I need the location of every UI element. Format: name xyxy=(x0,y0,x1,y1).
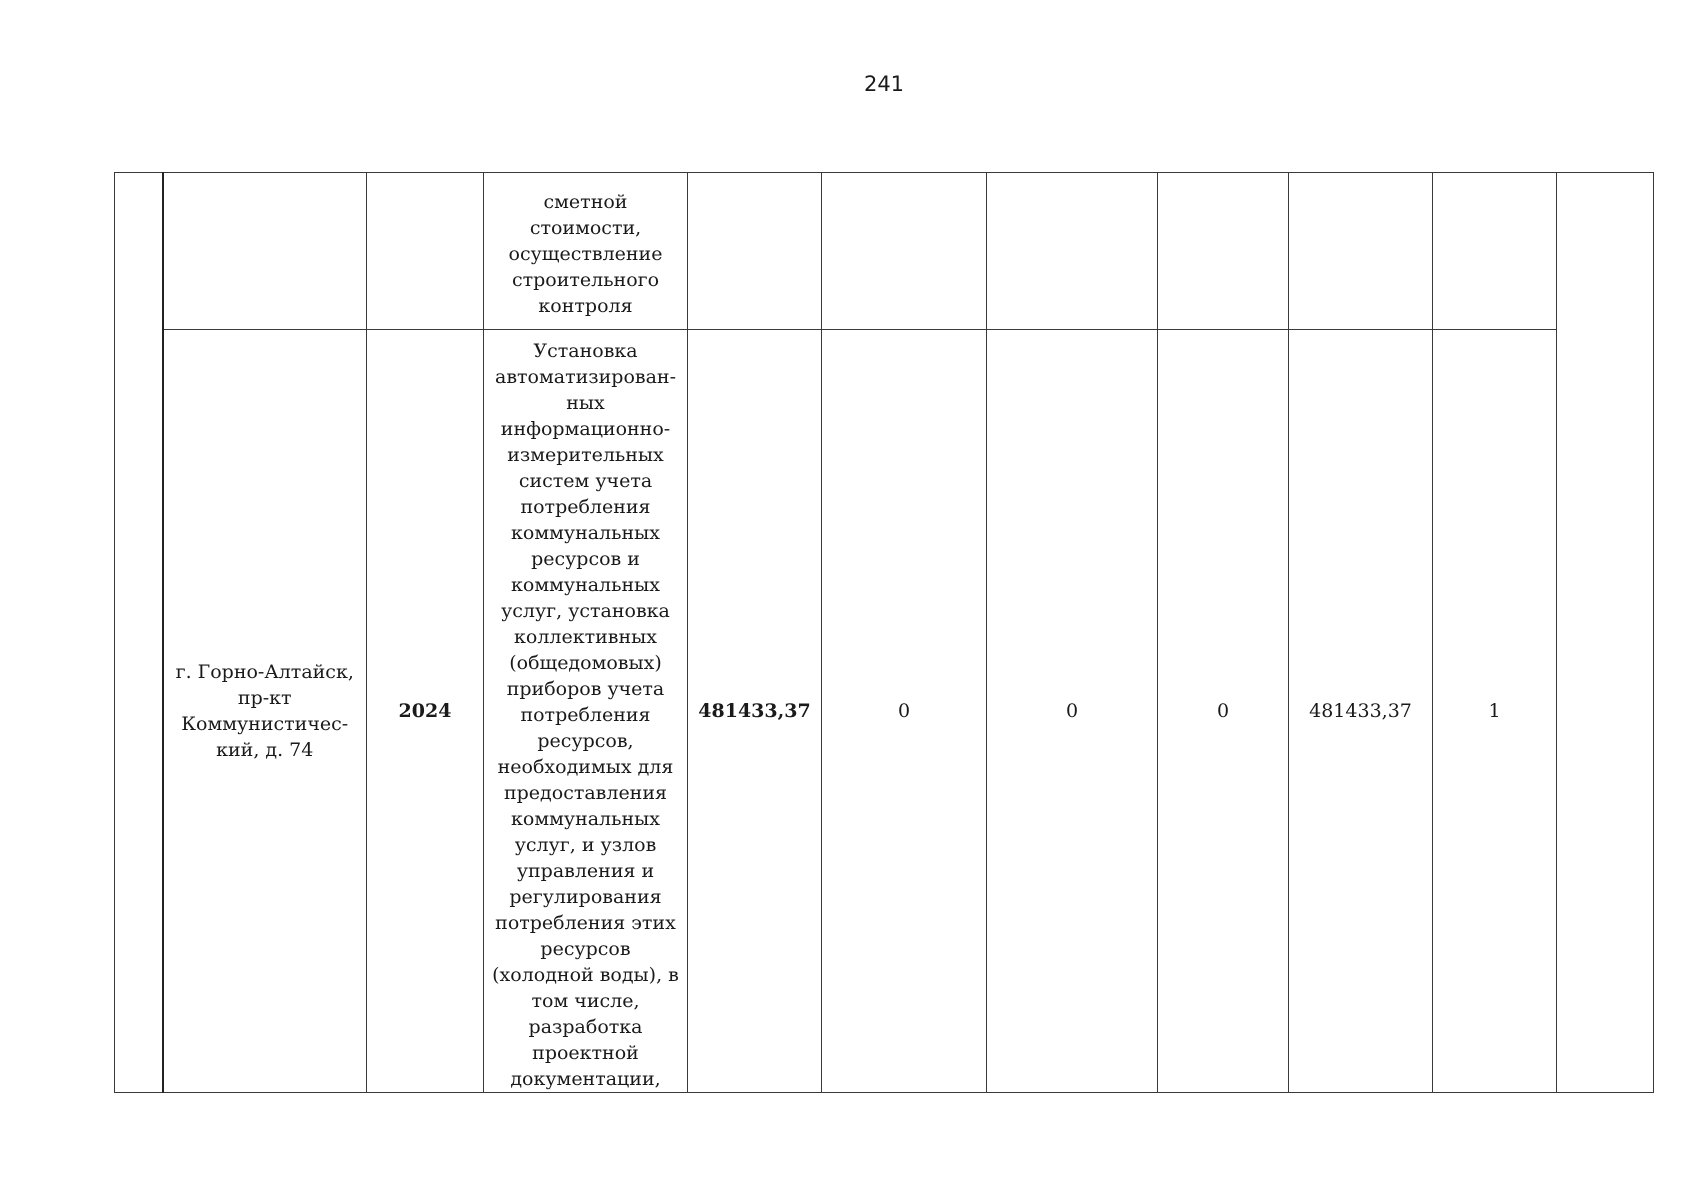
work-type-cell-continued: сметной стоимости, осуществление строительного контроля xyxy=(484,173,688,330)
total-cost-cell-continued xyxy=(688,173,822,330)
work-type-cell: Установка автоматизирован- ных информационно- измерительных систем учета потребления коммунальных ресурсов и коммунальных услуг, установка коллективных (общедомовых) приборов учета потребления ресурсов, необходимых для предоставления коммунальных услуг, и узлов управления и регулирования потребления этих ресурсов (холодной воды), в том числе, разработка проектной документации, xyxy=(484,330,688,1093)
works-table xyxy=(114,172,1654,1093)
address-cell xyxy=(163,330,367,1093)
year-cell: 2024 xyxy=(367,330,484,1093)
col-c-cell: 0 xyxy=(1158,330,1289,1093)
year-cell-continued xyxy=(367,173,484,330)
col-d-cell-continued xyxy=(1289,173,1433,330)
last-column-cell xyxy=(1557,173,1654,1093)
col-b-cell-continued xyxy=(987,173,1158,330)
col-d-cell: 481433,37 xyxy=(1289,330,1433,1093)
col-c-cell-continued xyxy=(1158,173,1289,330)
col-e-cell-continued xyxy=(1433,173,1557,330)
col-a-cell: 0 xyxy=(822,330,987,1093)
col-b-cell: 0 xyxy=(987,330,1158,1093)
table-row xyxy=(115,330,1654,1093)
col-e-cell: 1 xyxy=(1433,330,1557,1093)
address-text: г. Горно-Алтайск, пр-кт Коммунистичес- кий, д. 74 xyxy=(175,661,354,761)
page-number: 241 xyxy=(863,72,905,96)
col-a-cell-continued xyxy=(822,173,987,330)
address-cell-continued xyxy=(163,173,367,330)
row-number-cell xyxy=(115,173,163,1093)
table-row-continued xyxy=(115,173,1654,330)
total-cost-cell: 481433,37 xyxy=(688,330,822,1093)
